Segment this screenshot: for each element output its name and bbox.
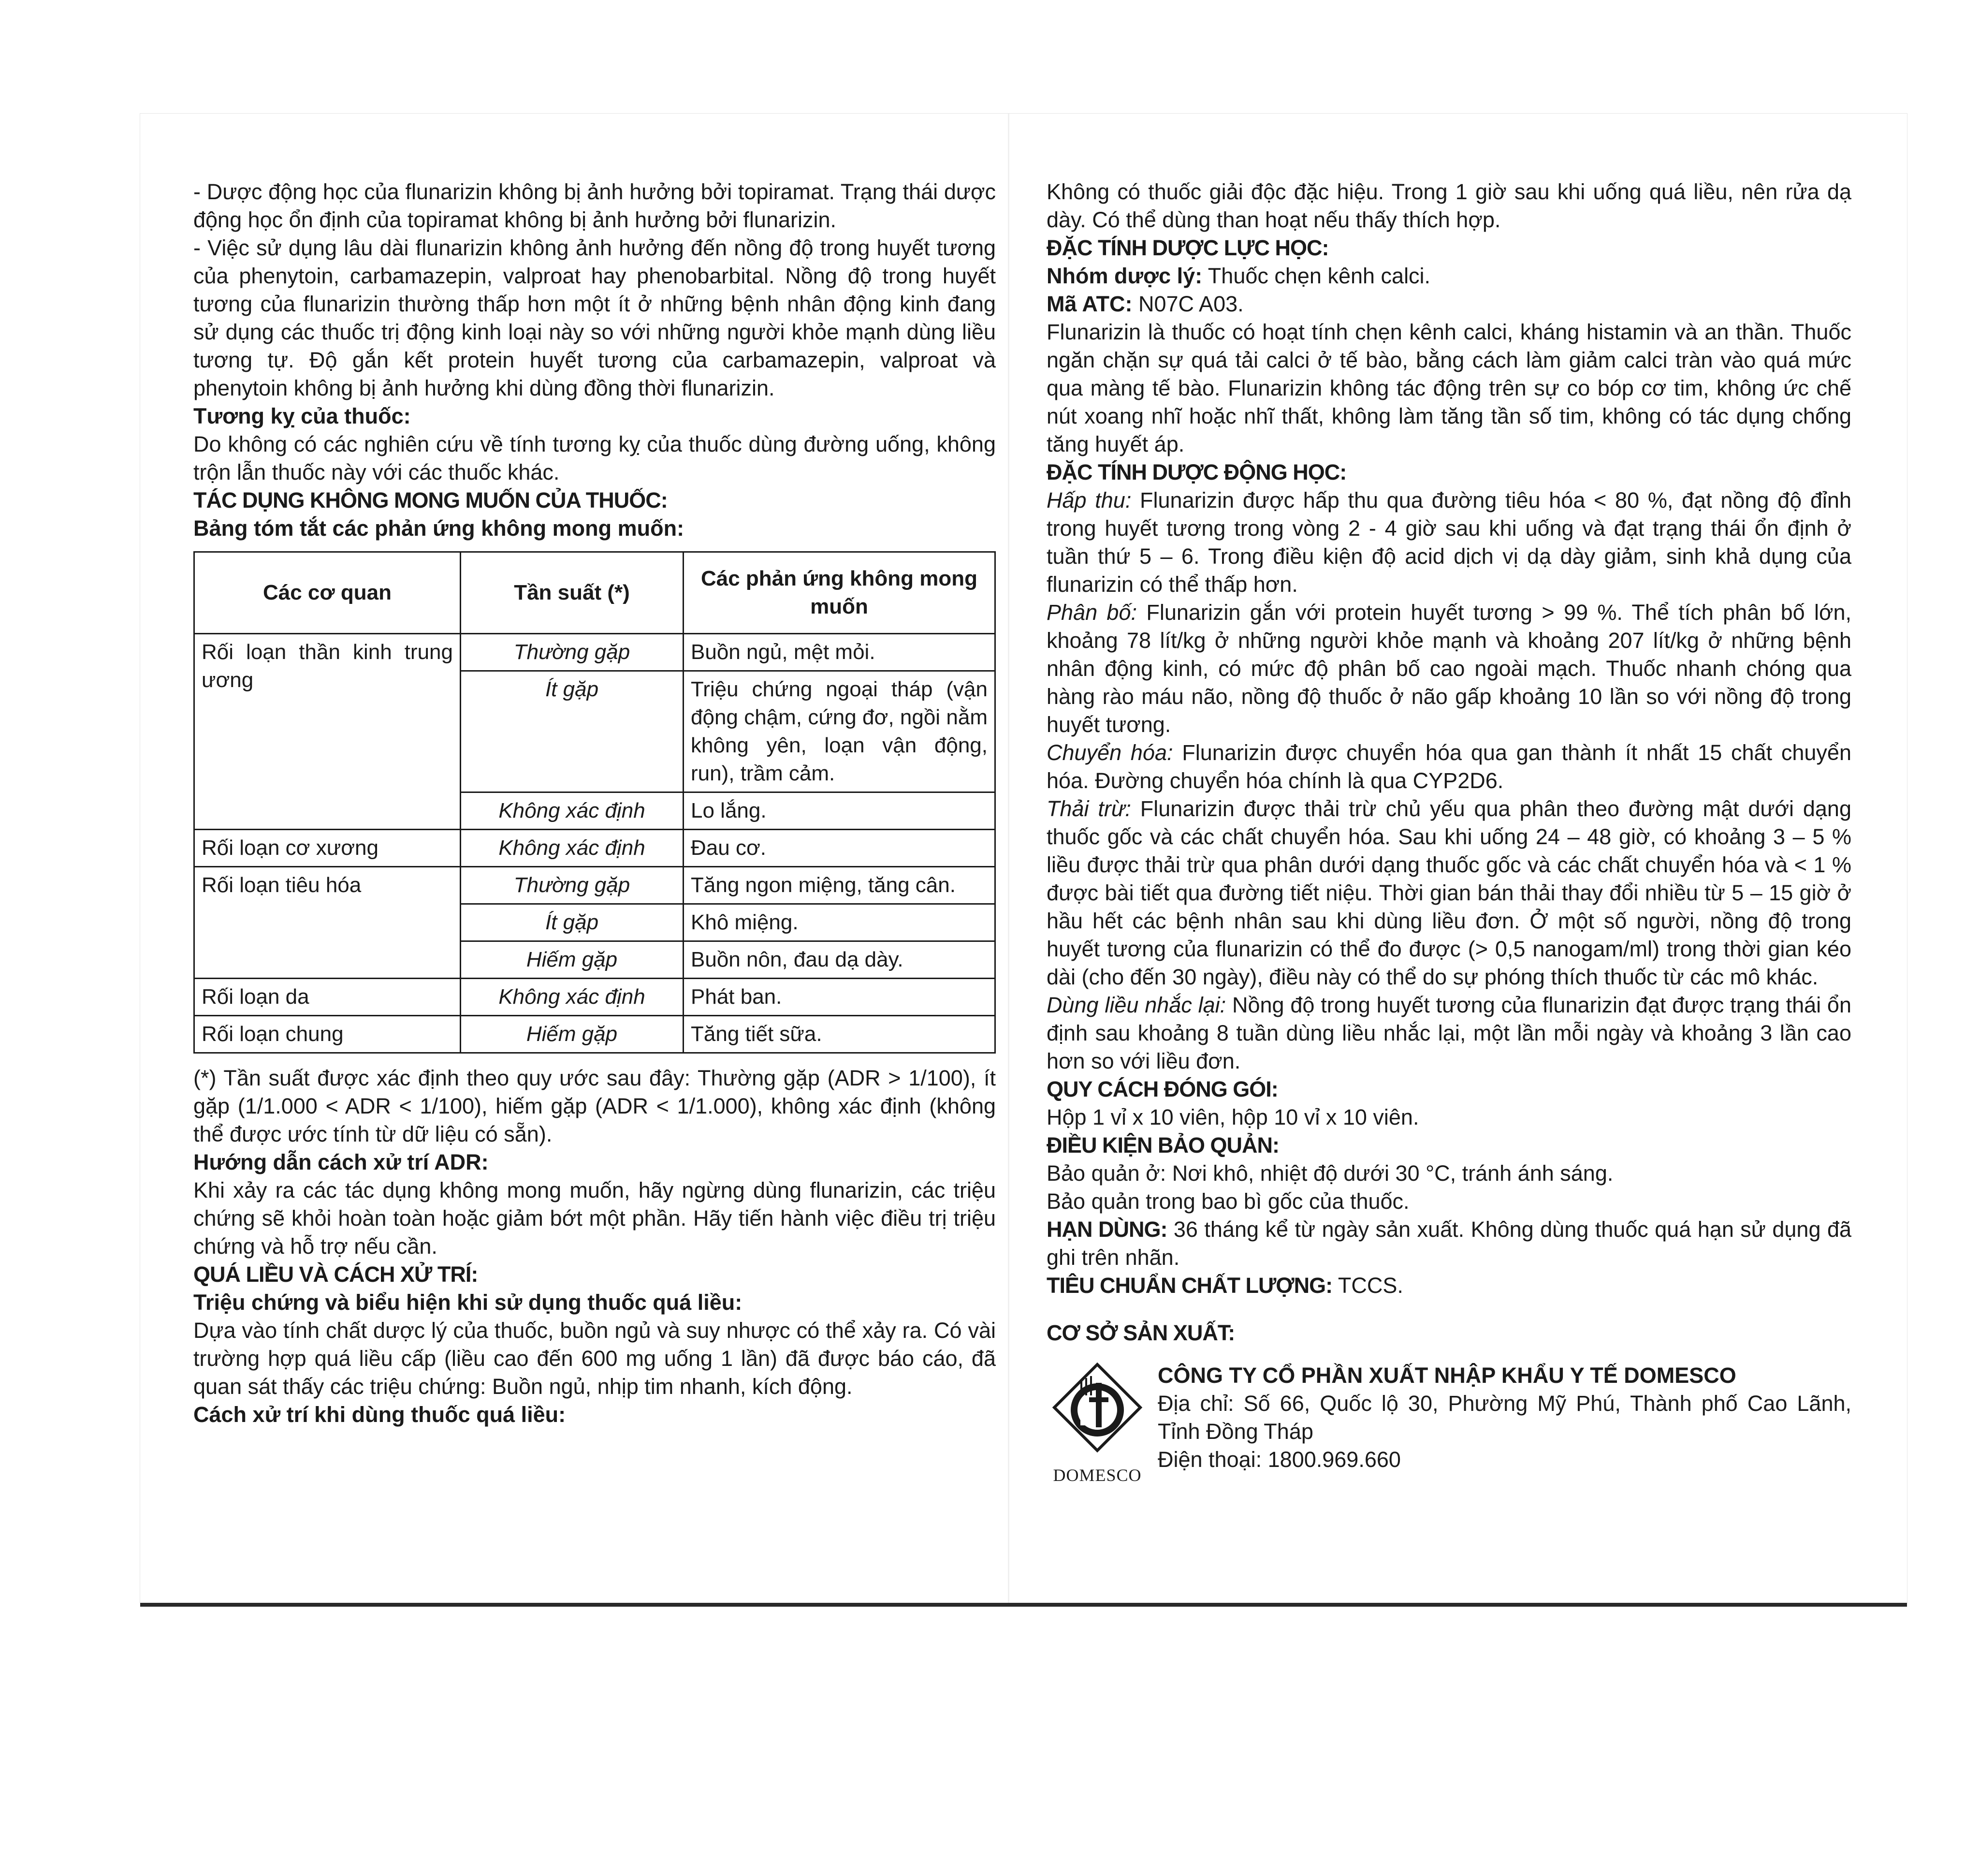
table-row <box>194 830 995 867</box>
organ-cell: Rối loạn cơ xương <box>194 830 461 867</box>
manufacturer-block <box>1047 1362 1851 1489</box>
freq-cell: Ít gặp <box>461 671 684 792</box>
table-row <box>194 1016 995 1053</box>
repeat-dosing <box>1047 991 1851 1075</box>
pharmacodynamics-text: Flunarizin là thuốc có hoạt tính chẹn kênh calci, kháng histamin và an thần. Thuốc ngăn chặn sự quá tải calci ở tế bào, bằng cách làm giảm calci tràn vào quá mức qua màng tế bào. Flunarizin không tác động trên sự co bóp cơ tim, không ức chế nút xoang nhĩ hoặc nhĩ thất, không làm tăng tần số tim, không có tác dụng chống tăng huyết áp. <box>1047 320 1851 456</box>
atc-code <box>1047 290 1851 318</box>
col-freq: Tần suất (*) <box>461 552 684 634</box>
table-row <box>194 634 995 671</box>
adr-mgmt-heading: Hướng dẫn cách xử trí ADR: <box>193 1150 489 1174</box>
right-column <box>1047 178 1851 1489</box>
metabolism-text: Flunarizin được chuyển hóa qua gan thành ít nhất 15 chất chuyển hóa. Đường chuyển hóa chính là qua CYP2D6. <box>1047 740 1851 793</box>
quality-text: TCCS. <box>1332 1273 1403 1298</box>
freq-cell: Hiếm gặp <box>461 1016 684 1053</box>
elimination-text: Flunarizin được thải trừ chủ yếu qua phân theo đường mật dưới dạng thuốc gốc và các chất chuyển hóa. Sau khi uống 24 – 48 giờ, có khoảng 3 – 5 % liều được thải trừ qua phân dưới dạng thuốc gốc và các chất chuyển hóa và < 1 % được bài tiết qua đường tiết niệu. Thời gian bán thải thay đổi nhiều từ 5 – 15 giờ ở hầu hết các bệnh nhân sau khi dùng liều đơn. Ở một số người, nồng độ trong huyết tương của flunarizin có thể đo được (> 0,5 nanogam/ml) trong thời gian kéo dài (cho đến 30 ngày), điều này có thể do sự phóng thích thuốc từ các mô khác. <box>1047 796 1851 989</box>
storage-text-1: Bảo quản ở: Nơi khô, nhiệt độ dưới 30 °C, tránh ánh sáng. <box>1047 1161 1614 1186</box>
expiry-label: HẠN DÙNG: <box>1047 1217 1167 1242</box>
adr-table-heading: Bảng tóm tắt các phản ứng không mong muốn: <box>193 516 684 541</box>
expiry-text: 36 tháng kể từ ngày sản xuất. Không dùng thuốc quá hạn sử dụng đã ghi trên nhãn. <box>1047 1217 1851 1270</box>
drug-group <box>1047 262 1851 290</box>
atc-label: Mã ATC: <box>1047 292 1133 316</box>
freq-cell: Không xác định <box>461 792 684 830</box>
compat-heading: Tương kỵ của thuốc: <box>193 404 411 428</box>
freq-cell: Không xác định <box>461 979 684 1016</box>
adr-mgmt-text: Khi xảy ra các tác dụng không mong muốn, hãy ngừng dùng flunarizin, các triệu chứng sẽ khỏi hoàn toàn hoặc giảm bớt một phần. Hãy tiến hành việc điều trị triệu chứng và hỗ trợ nếu cần. <box>193 1178 996 1259</box>
company-info <box>1158 1362 1851 1474</box>
organ-cell: Rối loạn da <box>194 979 461 1016</box>
reaction-cell: Phát ban. <box>684 979 995 1016</box>
quality-standard <box>1047 1272 1851 1300</box>
freq-cell: Ít gặp <box>461 904 684 941</box>
pharmacokinetics-heading: ĐẶC TÍNH DƯỢC ĐỘNG HỌC: <box>1047 460 1347 484</box>
frequency-footnote: (*) Tần suất được xác định theo quy ước sau đây: Thường gặp (ADR > 1/100), ít gặp (1/1.000 < ADR < 1/100), hiếm gặp (ADR < 1/1.000), không xác định (không thể được ước tính từ dữ liệu có sẵn). <box>193 1066 996 1146</box>
interaction-topiramat: - Dược động học của flunarizin không bị ảnh hưởng bởi topiramat. Trạng thái dược động học ổn định của topiramat không bị ảnh hưởng bởi flunarizin. <box>193 179 996 232</box>
overdose-symptoms-heading: Triệu chứng và biểu hiện khi sử dụng thuốc quá liều: <box>193 1290 742 1315</box>
overdose-symptoms-text: Dựa vào tính chất dược lý của thuốc, buồn ngủ và suy nhược có thể xảy ra. Có vài trường hợp quá liều cấp (liều cao đến 600 mg uống 1 lần) đã được báo cáo, đã quan sát thấy các triệu chứng: Buồn ngủ, nhịp tim nhanh, kích động. <box>193 1318 996 1399</box>
pharmacodynamics-heading: ĐẶC TÍNH DƯỢC LỰC HỌC: <box>1047 235 1329 260</box>
reaction-cell: Đau cơ. <box>684 830 995 867</box>
drug-group-value: Thuốc chẹn kênh calci. <box>1202 264 1431 288</box>
organ-cell: Rối loạn thần kinh trung ương <box>194 634 461 830</box>
reaction-cell: Buồn nôn, đau dạ dày. <box>684 941 995 979</box>
freq-cell: Thường gặp <box>461 867 684 904</box>
absorption-label: Hấp thu: <box>1047 488 1132 513</box>
company-phone: Điện thoại: 1800.969.660 <box>1158 1447 1401 1472</box>
reaction-cell: Tăng ngon miệng, tăng cân. <box>684 867 995 904</box>
reaction-cell: Buồn ngủ, mệt mỏi. <box>684 634 995 671</box>
reaction-cell: Triệu chứng ngoại tháp (vận động chậm, cứng đơ, ngồi nằm không yên, loạn vận động, run), trầm cảm. <box>684 671 995 792</box>
distribution <box>1047 599 1851 739</box>
manufacturer-heading: CƠ SỞ SẢN XUẤT: <box>1047 1320 1235 1345</box>
table-row <box>194 867 995 904</box>
adr-table <box>193 551 996 1054</box>
elimination-label: Thải trừ: <box>1047 796 1131 821</box>
packaging-text: Hộp 1 vỉ x 10 viên, hộp 10 vỉ x 10 viên. <box>1047 1105 1419 1129</box>
overdose-mgmt-heading: Cách xử trí khi dùng thuốc quá liều: <box>193 1402 566 1427</box>
expiry <box>1047 1216 1851 1272</box>
metabolism <box>1047 739 1851 795</box>
repeat-label: Dùng liều nhắc lại: <box>1047 993 1226 1017</box>
logo-caption: DOMESCO <box>1053 1466 1142 1485</box>
adr-heading: TÁC DỤNG KHÔNG MONG MUỐN CỦA THUỐC: <box>193 488 668 513</box>
reaction-cell: Khô miệng. <box>684 904 995 941</box>
storage-heading: ĐIỀU KIỆN BẢO QUẢN: <box>1047 1133 1280 1158</box>
domesco-logo <box>1047 1362 1148 1489</box>
packaging-heading: QUY CÁCH ĐÓNG GÓI: <box>1047 1077 1278 1101</box>
reaction-cell: Lo lắng. <box>684 792 995 830</box>
overdose-mgmt-text: Không có thuốc giải độc đặc hiệu. Trong 1 giờ sau khi uống quá liều, nên rửa dạ dày. Có thể dùng than hoạt nếu thấy thích hợp. <box>1047 179 1851 232</box>
reaction-cell: Tăng tiết sữa. <box>684 1016 995 1053</box>
distribution-text: Flunarizin gắn với protein huyết tương > 99 %. Thể tích phân bố lớn, khoảng 78 lít/kg ở những người khỏe mạnh và khoảng 207 lít/kg ở những bệnh nhân động kinh, có mức độ phân bố cao ngoài mạch. Thuốc nhanh chóng qua hàng rào máu não, nồng độ thuốc ở não gấp khoảng 10 lần so với nồng độ trong huyết tương. <box>1047 600 1852 737</box>
domesco-logo-icon <box>1051 1362 1143 1453</box>
metabolism-label: Chuyển hóa: <box>1047 740 1173 765</box>
table-header-row <box>194 552 995 634</box>
absorption-text: Flunarizin được hấp thu qua đường tiêu hóa < 80 %, đạt nồng độ đỉnh trong huyết tương trong vòng 2 - 4 giờ sau khi uống và đạt trạng thái ổn định ở tuần thứ 5 – 6. Trong điều kiện độ acid dịch vị dạ dày giảm, sinh khả dụng của flunarizin có thể thấp hơn. <box>1047 488 1851 597</box>
page-fold <box>1008 114 1009 1603</box>
repeat-text: Nồng độ trong huyết tương của flunarizin đạt được trạng thái ổn định sau khoảng 8 tuần dùng liều nhắc lại, một lần mỗi ngày và khoảng 3 lần cao hơn so với liều đơn. <box>1047 993 1851 1073</box>
organ-cell: Rối loạn tiêu hóa <box>194 867 461 979</box>
quality-label: TIÊU CHUẨN CHẤT LƯỢNG: <box>1047 1273 1333 1298</box>
drug-group-label: Nhóm dược lý: <box>1047 264 1203 288</box>
freq-cell: Hiếm gặp <box>461 941 684 979</box>
organ-cell: Rối loạn chung <box>194 1016 461 1053</box>
company-address: Địa chỉ: Số 66, Quốc lộ 30, Phường Mỹ Phú, Thành phố Cao Lãnh, Tỉnh Đồng Tháp <box>1158 1391 1851 1444</box>
distribution-label: Phân bố: <box>1047 600 1137 625</box>
freq-cell: Thường gặp <box>461 634 684 671</box>
left-column <box>193 178 996 1429</box>
col-organ: Các cơ quan <box>194 552 461 634</box>
compat-text: Do không có các nghiên cứu về tính tương kỵ của thuốc dùng đường uống, không trộn lẫn thuốc này với các thuốc khác. <box>193 432 996 484</box>
col-reaction: Các phản ứng không mong muốn <box>684 552 995 634</box>
freq-cell: Không xác định <box>461 830 684 867</box>
interaction-antiepileptics: - Việc sử dụng lâu dài flunarizin không ảnh hưởng đến nồng độ trong huyết tương của phenytoin, carbamazepin, valproat hay phenobarbital. Nồng độ trong huyết tương của flunarizin thường thấp hơn một ít ở những bệnh nhân động kinh đang sử dụng các thuốc trị động kinh loại này so với những người khỏe mạnh dùng liều tương tự. Độ gắn kết protein huyết tương của carbamazepin, valproat và phenytoin không bị ảnh hưởng khi dùng đồng thời flunarizin. <box>193 235 996 400</box>
storage-text-2: Bảo quản trong bao bì gốc của thuốc. <box>1047 1189 1410 1214</box>
atc-value: N07C A03. <box>1132 292 1244 316</box>
absorption <box>1047 486 1851 599</box>
company-name: CÔNG TY CỔ PHẦN XUẤT NHẬP KHẨU Y TẾ DOMESCO <box>1158 1363 1736 1388</box>
table-row <box>194 979 995 1016</box>
elimination <box>1047 795 1851 991</box>
overdose-heading: QUÁ LIỀU VÀ CÁCH XỬ TRÍ: <box>193 1262 478 1287</box>
